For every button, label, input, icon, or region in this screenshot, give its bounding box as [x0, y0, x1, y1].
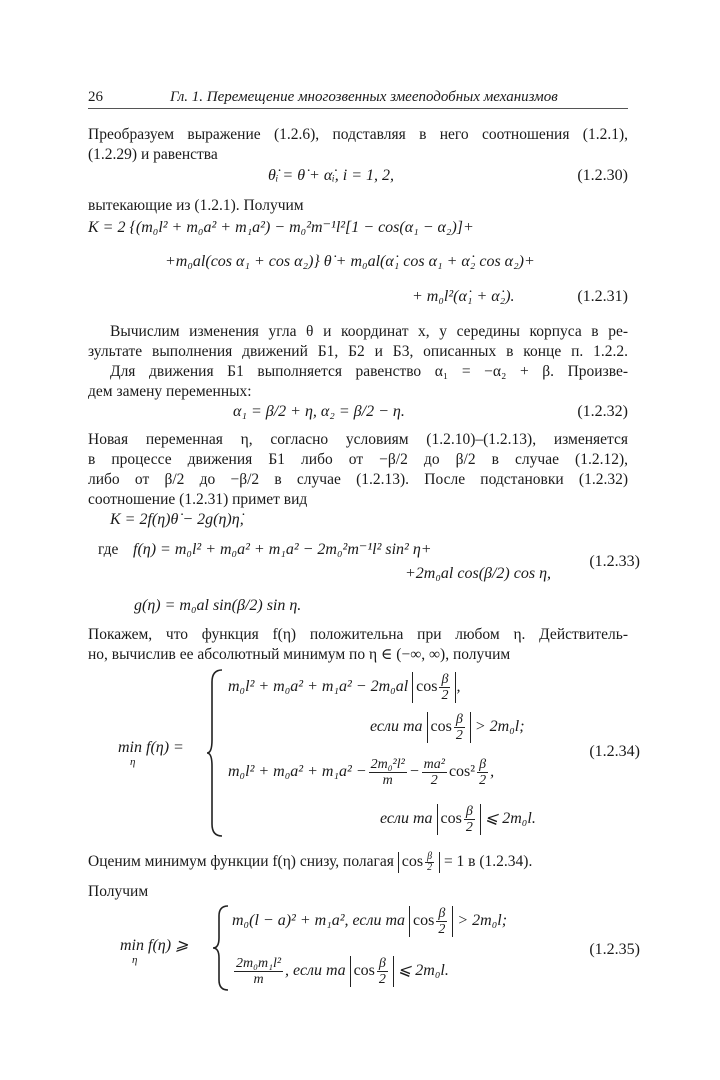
- text-line: [88, 852, 532, 873]
- fraction: [477, 757, 488, 788]
- expr-text: ,: [456, 678, 461, 696]
- fraction: [369, 757, 407, 788]
- denominator: m: [382, 773, 393, 788]
- text-line: дем замену переменных:: [88, 383, 252, 400]
- fraction: [425, 852, 434, 873]
- cos-text: cos: [401, 853, 424, 871]
- text: Оценим минимум функции f(η) снизу, полагая: [88, 853, 394, 871]
- fraction: [436, 906, 447, 937]
- fraction: [422, 757, 447, 788]
- numerator: β: [455, 712, 463, 727]
- cos-text: cos: [413, 912, 435, 930]
- numerator: β: [438, 906, 446, 921]
- abs-value: [437, 804, 481, 835]
- fraction: [377, 956, 388, 987]
- text: = 1 в (1.2.34).: [443, 853, 533, 871]
- cond-text: если ma: [370, 718, 423, 736]
- case-2-expression: [228, 757, 494, 788]
- text-line: зультате выполнения движений Б1, Б2 и Б3, описанных в конце п. 1.2.2.: [88, 343, 628, 360]
- equation-label: (1.2.35): [589, 941, 640, 958]
- numerator: ma²: [423, 757, 445, 772]
- numerator: β: [465, 804, 473, 819]
- equation-label: (1.2.33): [589, 553, 640, 570]
- equation-1-2-31-line-1: K = 2 {(m₀l² + m₀a² + m₁a²) − m₀²m⁻¹l²[1 − cos(α₁ − α₂)]+: [88, 219, 474, 236]
- denominator: 2: [455, 728, 463, 743]
- equation-label: (1.2.30): [577, 167, 628, 184]
- text-line: Преобразуем выражение (1.2.6), подставляя в него соотношения (1.2.1),: [88, 126, 628, 143]
- min-subscript: η: [132, 954, 138, 966]
- text-line: либо от β/2 до −β/2 в случае (1.2.13). После подстановки (1.2.32): [88, 471, 628, 488]
- page-number: 26: [88, 89, 103, 105]
- fraction: [439, 672, 450, 703]
- case-2: [232, 956, 449, 987]
- equation-g: g(η) = m₀al sin(β/2) sin η.: [134, 597, 302, 614]
- cond-text: > 2m₀l;: [474, 718, 525, 736]
- equation-1-2-30: θ̇ᵢ = θ̇ + α̇ᵢ, i = 1, 2,: [268, 167, 395, 184]
- denominator: 2: [427, 862, 433, 873]
- left-brace: [212, 904, 230, 992]
- equation-label: (1.2.34): [589, 743, 640, 760]
- text-line: Вычислим изменения угла θ и координат x, y середины корпуса в ре-: [110, 323, 628, 340]
- expr-text: ,: [490, 763, 495, 781]
- denominator: 2: [438, 922, 446, 937]
- numerator: β: [427, 851, 433, 862]
- text-line: но, вычислив ее абсолютный минимум по η ∈ (−∞, ∞), получим: [88, 646, 511, 663]
- abs-value: [412, 672, 456, 703]
- abs-value: [427, 712, 471, 743]
- cond-text: ⩽ 2m₀l.: [484, 810, 536, 828]
- header-rule: [88, 108, 628, 109]
- cos-text: cos: [430, 718, 452, 736]
- denominator: 2: [441, 688, 449, 703]
- equation-f: f(η) = m₀l² + m₀a² + m₁a² − 2m₀²m⁻¹l² sin² η+: [133, 541, 432, 558]
- minus-sign: −: [408, 763, 420, 781]
- text-line: соотношение (1.2.31) примет вид: [88, 491, 308, 508]
- abs-value: [350, 956, 394, 987]
- text-line: Получим: [88, 883, 149, 900]
- expr-text: ⩽ 2m₀l.: [397, 962, 449, 980]
- equation-1-2-32: α₁ = β/2 + η, α₂ = β/2 − η.: [233, 403, 405, 420]
- denominator: 2: [479, 773, 487, 788]
- cos-squared: cos²: [448, 763, 476, 781]
- equation-1-2-31-line-3: + m₀l²(α̇₁ + α̇₂).: [412, 288, 515, 305]
- abs-value: [409, 906, 453, 937]
- left-brace: [206, 668, 224, 838]
- expr-text: , если ma: [285, 962, 346, 980]
- numerator: 2m₀m₁l²: [236, 956, 282, 971]
- cond-text: если ma: [380, 810, 433, 828]
- denominator: 2: [465, 820, 473, 835]
- expr-text: > 2m₀l;: [457, 912, 508, 930]
- text-line: вытекающие из (1.2.1). Получим: [88, 197, 304, 214]
- denominator: 2: [430, 773, 438, 788]
- equation-1-2-31-line-2: +m₀al(cos α₁ + cos α₂)} θ̇ + m₀al(α̇₁ cos α₁ + α̇₂ cos α₂)+: [165, 253, 535, 270]
- expr-text: m₀l² + m₀a² + m₁a² −: [228, 763, 367, 781]
- min-lhs: [118, 738, 184, 767]
- expr-text: m₀l² + m₀a² + m₁a² − 2m₀al: [228, 678, 409, 696]
- min-f-label: min f(η) ⩾: [120, 937, 189, 954]
- cos-text: cos: [416, 678, 438, 696]
- text-line: Для движения Б1 выполняется равенство α₁ = −α₂ + β. Произве-: [110, 363, 628, 380]
- case-2-condition: [380, 804, 536, 835]
- abs-value: [398, 852, 440, 873]
- case-1: [232, 906, 507, 937]
- equation-label: (1.2.31): [577, 288, 628, 305]
- text-line: (1.2.29) и равенства: [88, 146, 218, 163]
- denominator: m: [253, 972, 264, 987]
- text-line: в процессе движения Б1 либо от −β/2 до β/2 в случае (1.2.12),: [88, 451, 628, 468]
- numerator: β: [378, 956, 386, 971]
- case-1-condition: [370, 712, 525, 743]
- cos-text: cos: [440, 810, 462, 828]
- denominator: 2: [378, 972, 386, 987]
- running-title: Гл. 1. Перемещение многозвенных змееподобных механизмов: [170, 89, 558, 105]
- numerator: β: [479, 757, 487, 772]
- min-lhs: [120, 936, 188, 965]
- fraction: [464, 804, 475, 835]
- text-line: Покажем, что функция f(η) положительна при любом η. Действитель-: [88, 626, 628, 643]
- min-f-label: min f(η) =: [118, 739, 184, 756]
- text-line: Новая переменная η, согласно условиям (1.2.10)–(1.2.13), изменяется: [88, 431, 628, 448]
- expr-text: m₀(l − a)² + m₁a², если ma: [232, 912, 406, 930]
- equation-f-cont: +2m₀al cos(β/2) cos η,: [405, 565, 552, 582]
- equation-label: (1.2.32): [577, 403, 628, 420]
- min-subscript: η: [130, 756, 136, 768]
- equation-k: K = 2f(η)θ̇ − 2g(η)η̇,: [110, 511, 244, 528]
- cos-text: cos: [353, 962, 375, 980]
- numerator: β: [441, 672, 449, 687]
- text-where: где: [98, 541, 119, 558]
- fraction: [234, 956, 283, 987]
- numerator: 2m₀²l²: [370, 757, 405, 772]
- fraction: [454, 712, 465, 743]
- case-1-expression: [228, 672, 460, 703]
